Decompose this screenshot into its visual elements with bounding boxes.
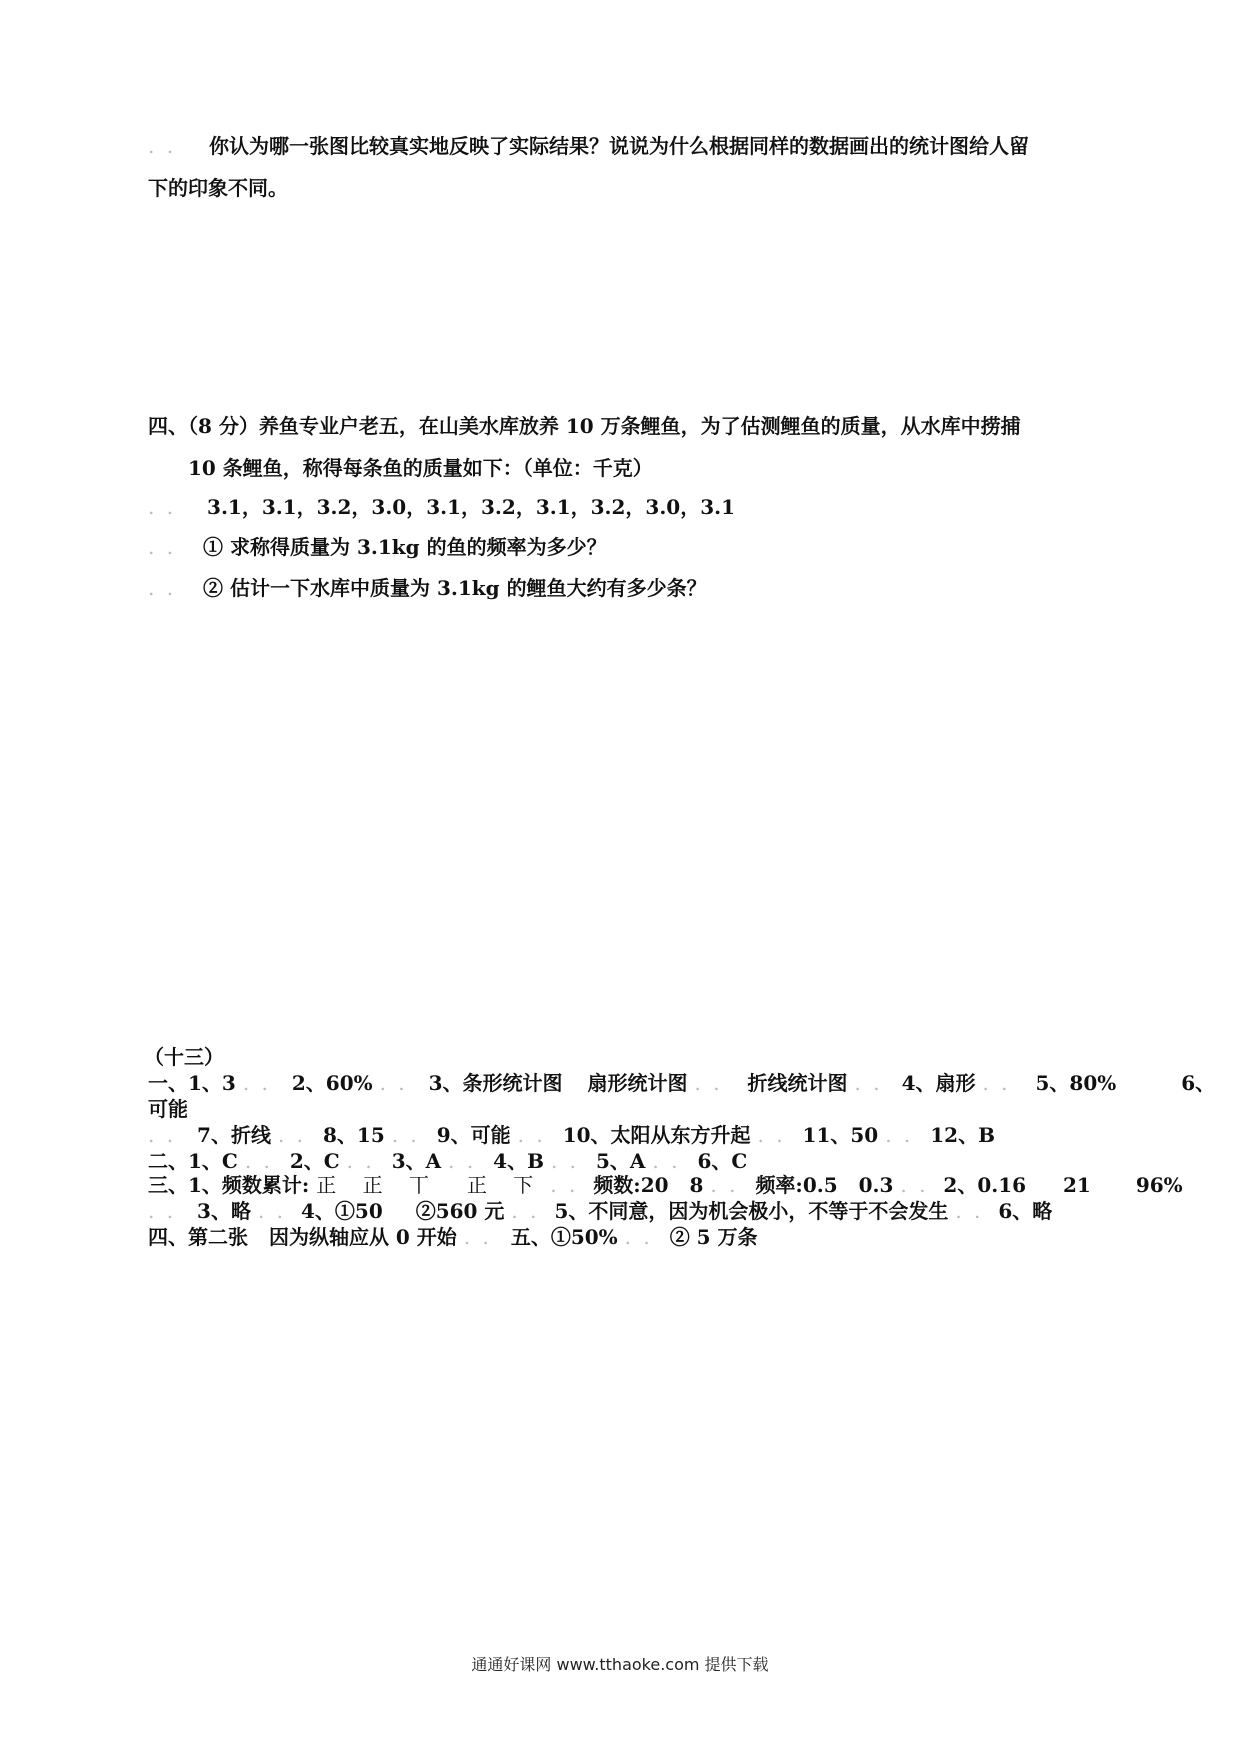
tally-marks: 正 正 丅 <box>316 1173 439 1197</box>
answer-row-1: 一、1、3 . . 2、60% . . 3、条形统计图 扇形统计图 . . 折线统计图 . . 4、扇形 . . 5、80% 6、 <box>148 1071 1216 1095</box>
question-4-sub-2: . . ② 估计一下水库中质量为 3.1kg 的鲤鱼大约有多少条？ <box>148 576 707 600</box>
question-4-sub-1: . . ① 求称得质量为 3.1kg 的鱼的频率为多少？ <box>148 535 607 559</box>
answer-row-3: 二、1、C . . 2、C . . 3、A . . 4、B . . 5、A . . 6、C <box>148 1149 748 1173</box>
question-4-line-1: 四、（8 分）养鱼专业户老五，在山美水库放养 10 万条鲤鱼，为了估测鲤鱼的质量，从水库中捞捕 <box>148 414 1021 438</box>
answer-row-2: . . 7、折线 . . 8、15 . . 9、可能 . . 10、太阳从东方升起 . . 11、50 . . 12、B <box>148 1123 995 1147</box>
leader-dots: . . <box>148 495 177 519</box>
answer-row-1-cont: 可能 <box>148 1097 188 1121</box>
answer-heading: （十三） <box>144 1045 224 1069</box>
tally-marks: 正 下 <box>466 1173 544 1197</box>
answer-row-4: 三、1、频数累计: 正 正 丅 正 下 . . 频数:20 8 . . 频率:0.5 0.3 . . 2、0.16 21 96% <box>148 1173 1183 1197</box>
leader-dots: . . <box>148 576 177 600</box>
answer-row-6: 四、第二张 因为纵轴应从 0 开始 . . 五、①50% . . ② 5 万条 <box>148 1225 758 1249</box>
leader-dots: . . <box>148 535 177 559</box>
answer-row-5: . . 3、略 . . 4、①50 ②560 元 . . 5、不同意，因为机会极小，不等于不会发生 . . 6、略 <box>148 1199 1053 1223</box>
leader-dots: . . <box>148 134 177 158</box>
question-4-data: . . 3.1，3.1，3.2，3.0，3.1，3.2，3.1，3.2，3.0，3.1 <box>148 495 735 519</box>
footer-source: 通通好课网 www.tthaoke.com 提供下载 <box>471 1655 769 1674</box>
prev-question-line-2: 下的印象不同。 <box>148 176 288 200</box>
prev-question-line-1: . . 你认为哪一张图比较真实地反映了实际结果？说说为什么根据同样的数据画出的统计图给人留 <box>148 134 1030 158</box>
question-4-line-2: 10 条鲤鱼，称得每条鱼的质量如下：（单位：千克） <box>188 456 653 480</box>
